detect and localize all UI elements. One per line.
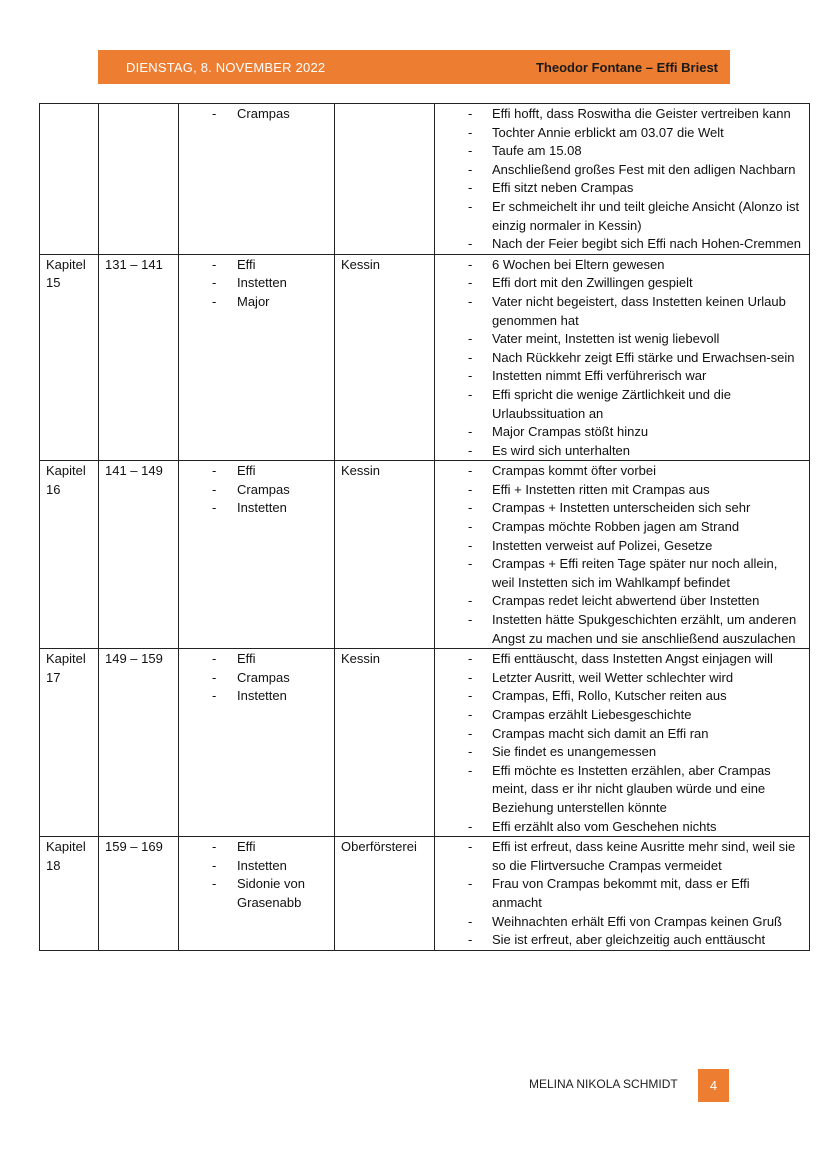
event-item: - Effi spricht die wenige Zärtlichkeit und die Urlaubssituation an <box>441 386 803 423</box>
event-item: - Vater meint, Instetten ist wenig liebevoll <box>441 330 803 349</box>
persons-list <box>185 650 328 706</box>
place-cell: Kessin <box>335 649 435 837</box>
chapter-cell: Kapitel 15 <box>40 254 99 461</box>
chapter-summary-table <box>39 103 810 951</box>
pages-cell <box>99 104 179 255</box>
pages-cell: 149 – 159 <box>99 649 179 837</box>
event-item: - Letzter Ausritt, weil Wetter schlechter wird <box>441 669 803 688</box>
header-title: Theodor Fontane – Effi Briest <box>535 59 718 75</box>
event-item: - Crampas redet leicht abwertend über Instetten <box>441 592 803 611</box>
persons-cell <box>179 837 335 951</box>
table-row <box>40 461 810 649</box>
persons-cell <box>179 104 335 255</box>
pages-cell: 141 – 149 <box>99 461 179 649</box>
events-cell <box>435 254 810 461</box>
place-cell: Kessin <box>335 461 435 649</box>
place-cell: Kessin <box>335 254 435 461</box>
person-item: - Instetten <box>185 274 328 293</box>
page-number: 4 <box>698 1069 729 1102</box>
person-item: - Sidonie von Grasenabb <box>185 875 328 912</box>
place-cell: Oberförsterei <box>335 837 435 951</box>
event-item: - Frau von Crampas bekommt mit, dass er Effi anmacht <box>441 875 803 912</box>
person-item: - Effi <box>185 838 328 857</box>
event-item: - Er schmeichelt ihr und teilt gleiche Ansicht (Alonzo ist einzig normaler in Kessin) <box>441 198 803 235</box>
person-item: - Instetten <box>185 499 328 518</box>
page-header <box>98 50 730 84</box>
event-item: - Nach Rückkehr zeigt Effi stärke und Erwachsen-sein <box>441 349 803 368</box>
event-item: - Major Crampas stößt hinzu <box>441 423 803 442</box>
event-item: - Crampas + Instetten unterscheiden sich sehr <box>441 499 803 518</box>
person-item: - Instetten <box>185 857 328 876</box>
event-item: - Effi ist erfreut, dass keine Ausritte mehr sind, weil sie so die Flirtversuche Crampas vermeidet <box>441 838 803 875</box>
events-cell <box>435 649 810 837</box>
table-row <box>40 254 810 461</box>
events-list <box>441 105 803 254</box>
footer-author: MELINA NIKOLA SCHMIDT <box>529 1077 678 1091</box>
events-cell <box>435 104 810 255</box>
person-item: - Effi <box>185 650 328 669</box>
event-item: - Es wird sich unterhalten <box>441 442 803 461</box>
event-item: - Crampas, Effi, Rollo, Kutscher reiten aus <box>441 687 803 706</box>
chapter-cell: Kapitel 17 <box>40 649 99 837</box>
event-item: - Instetten hätte Spukgeschichten erzählt, um anderen Angst zu machen und sie anschließend auszulachen <box>441 611 803 648</box>
event-item: - Instetten verweist auf Polizei, Gesetze <box>441 537 803 556</box>
event-item: - Effi möchte es Instetten erzählen, aber Crampas meint, dass er ihr nicht glauben würde und eine Beziehung unterstellen könnte <box>441 762 803 818</box>
event-item: - Crampas erzählt Liebesgeschichte <box>441 706 803 725</box>
event-item: - Crampas möchte Robben jagen am Strand <box>441 518 803 537</box>
event-item: - Instetten nimmt Effi verführerisch war <box>441 367 803 386</box>
events-list <box>441 462 803 648</box>
person-item: - Effi <box>185 256 328 275</box>
persons-list <box>185 462 328 518</box>
event-item: - Effi sitzt neben Crampas <box>441 179 803 198</box>
event-item: - Crampas macht sich damit an Effi ran <box>441 725 803 744</box>
event-item: - Crampas + Effi reiten Tage später nur noch allein, weil Instetten sich im Wahlkampf befindet <box>441 555 803 592</box>
person-item: - Major <box>185 293 328 312</box>
event-item: - Sie findet es unangemessen <box>441 743 803 762</box>
persons-cell <box>179 461 335 649</box>
event-item: - Sie ist erfreut, aber gleichzeitig auch enttäuscht <box>441 931 803 950</box>
table-row <box>40 837 810 951</box>
events-list <box>441 650 803 836</box>
event-item: - Anschließend großes Fest mit den adligen Nachbarn <box>441 161 803 180</box>
event-item: - Effi dort mit den Zwillingen gespielt <box>441 274 803 293</box>
place-cell <box>335 104 435 255</box>
event-item: - Crampas kommt öfter vorbei <box>441 462 803 481</box>
person-item: - Crampas <box>185 669 328 688</box>
events-list <box>441 256 803 461</box>
persons-list <box>185 838 328 912</box>
events-list <box>441 838 803 950</box>
event-item: - Effi erzählt also vom Geschehen nichts <box>441 818 803 837</box>
event-item: - Tochter Annie erblickt am 03.07 die Welt <box>441 124 803 143</box>
events-cell <box>435 461 810 649</box>
person-item: - Effi <box>185 462 328 481</box>
pages-cell: 159 – 169 <box>99 837 179 951</box>
person-item: - Crampas <box>185 105 328 124</box>
persons-cell <box>179 649 335 837</box>
table-body <box>40 104 810 951</box>
chapter-cell: Kapitel 16 <box>40 461 99 649</box>
persons-list <box>185 105 328 124</box>
persons-cell <box>179 254 335 461</box>
pages-cell: 131 – 141 <box>99 254 179 461</box>
event-item: - Effi + Instetten ritten mit Crampas aus <box>441 481 803 500</box>
event-item: - Effi enttäuscht, dass Instetten Angst einjagen will <box>441 650 803 669</box>
event-item: - Nach der Feier begibt sich Effi nach Hohen-Cremmen <box>441 235 803 254</box>
chapter-cell: Kapitel 18 <box>40 837 99 951</box>
table-row <box>40 104 810 255</box>
table-row <box>40 649 810 837</box>
events-cell <box>435 837 810 951</box>
event-item: - 6 Wochen bei Eltern gewesen <box>441 256 803 275</box>
event-item: - Weihnachten erhält Effi von Crampas keinen Gruß <box>441 913 803 932</box>
event-item: - Effi hofft, dass Roswitha die Geister vertreiben kann <box>441 105 803 124</box>
persons-list <box>185 256 328 312</box>
chapter-cell <box>40 104 99 255</box>
person-item: - Instetten <box>185 687 328 706</box>
header-date: DIENSTAG, 8. NOVEMBER 2022 <box>126 59 326 75</box>
event-item: - Taufe am 15.08 <box>441 142 803 161</box>
person-item: - Crampas <box>185 481 328 500</box>
event-item: - Vater nicht begeistert, dass Instetten keinen Urlaub genommen hat <box>441 293 803 330</box>
